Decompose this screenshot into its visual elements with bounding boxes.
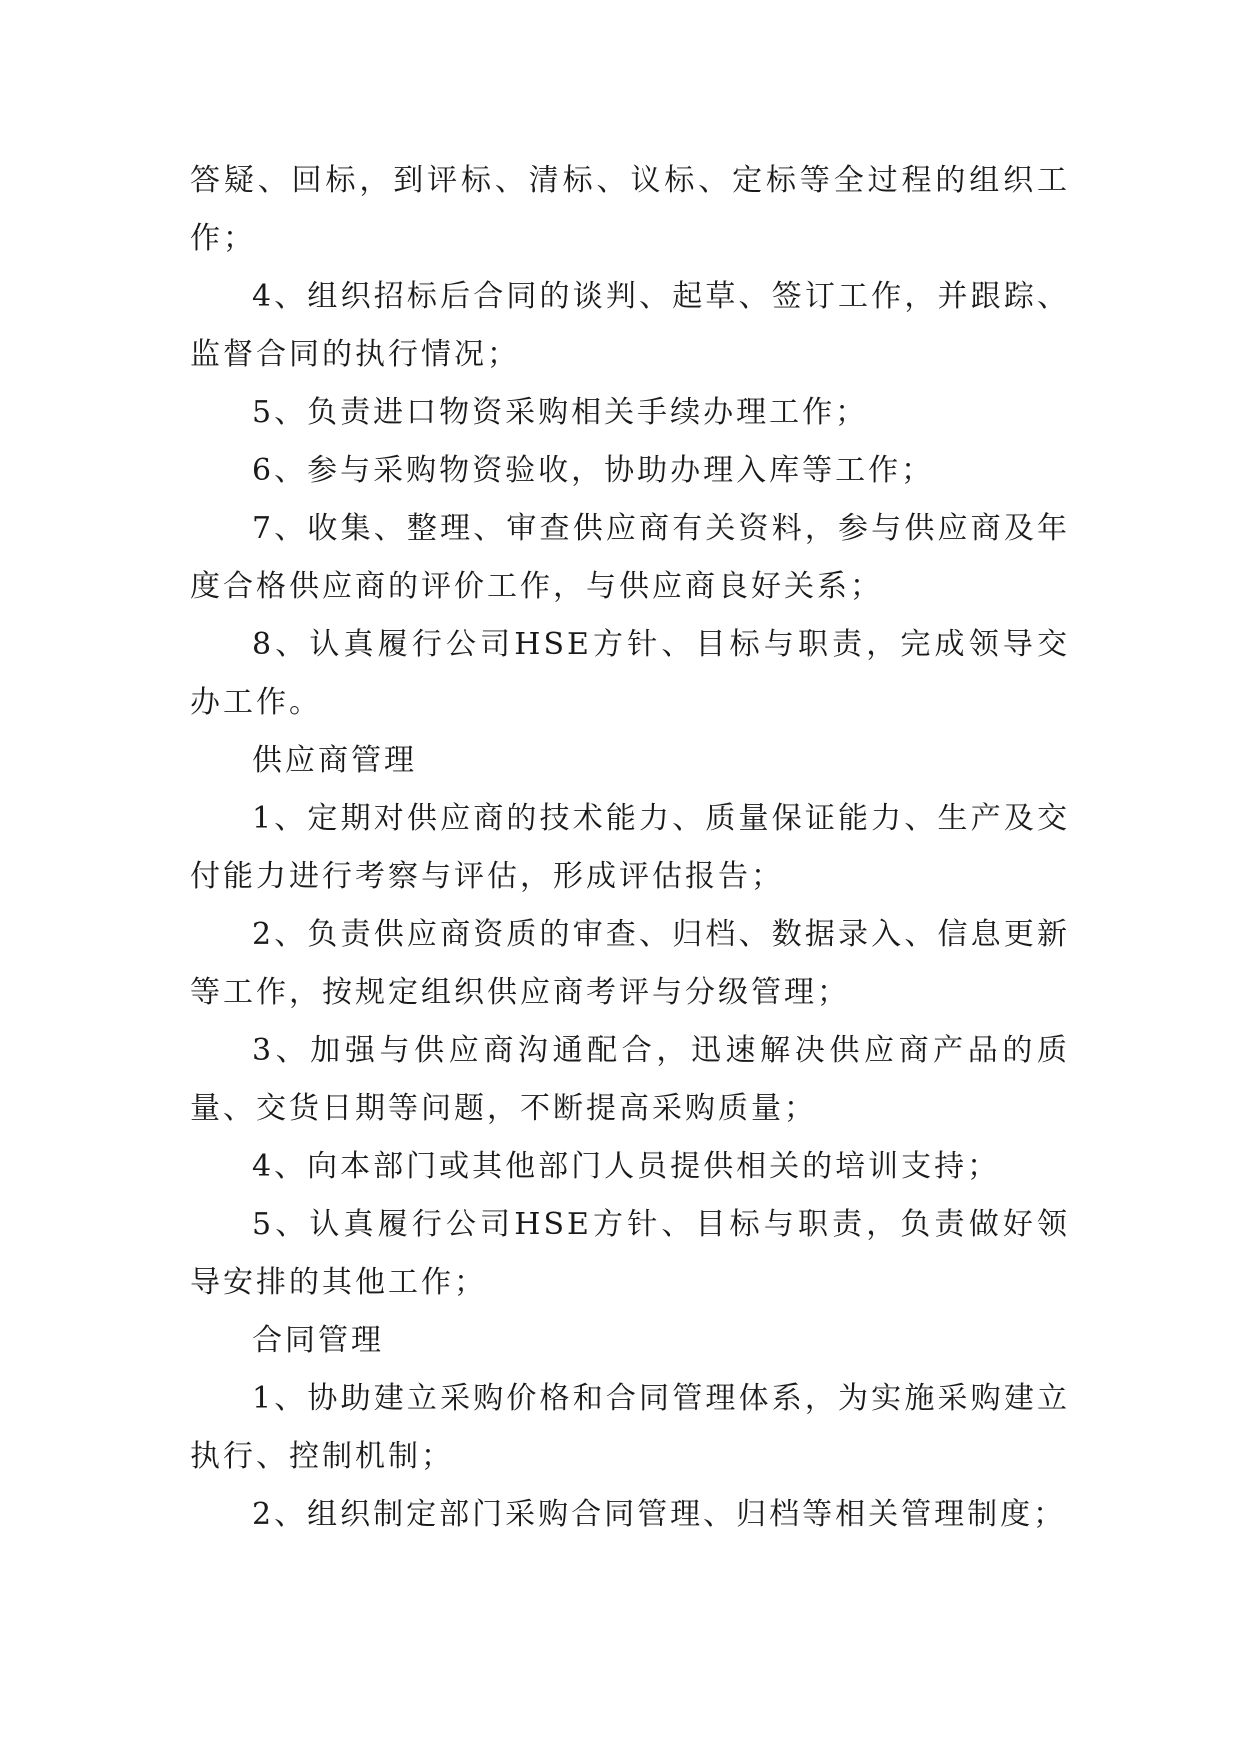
paragraph-6: 8、认真履行公司HSE方针、目标与职责，完成领导交办工作。 (190, 627, 1070, 720)
paragraph-12: 5、认真履行公司HSE方针、目标与职责，负责做好领导安排的其他工作； (190, 1207, 1070, 1300)
paragraph-3: 5、负责进口物资采购相关手续办理工作； (252, 395, 869, 430)
paragraph-8: 1、定期对供应商的技术能力、质量保证能力、生产及交付能力进行考察与评估，形成评估报告； (190, 801, 1070, 894)
section-heading-contract-management: 合同管理 (252, 1323, 384, 1358)
paragraph-15: 2、组织制定部门采购合同管理、归档等相关管理制度； (252, 1497, 1067, 1532)
document-body (190, 152, 1070, 1544)
section-heading-supplier-management: 供应商管理 (252, 743, 417, 778)
paragraph-10: 3、加强与供应商沟通配合，迅速解决供应商产品的质量、交货日期等问题，不断提高采购质量； (190, 1033, 1070, 1126)
paragraph-11: 4、向本部门或其他部门人员提供相关的培训支持； (252, 1149, 1001, 1184)
paragraph-14: 1、协助建立采购价格和合同管理体系，为实施采购建立执行、控制机制； (190, 1381, 1070, 1474)
paragraph-2: 4、组织招标后合同的谈判、起草、签订工作，并跟踪、监督合同的执行情况； (190, 279, 1070, 372)
paragraph-4: 6、参与采购物资验收，协助办理入库等工作； (252, 453, 935, 488)
paragraph-1: 答疑、回标，到评标、清标、议标、定标等全过程的组织工作； (190, 163, 1070, 256)
paragraph-9: 2、负责供应商资质的审查、归档、数据录入、信息更新等工作，按规定组织供应商考评与分级管理； (190, 917, 1070, 1010)
paragraph-5: 7、收集、整理、审查供应商有关资料，参与供应商及年度合格供应商的评价工作，与供应商良好关系； (190, 511, 1070, 604)
